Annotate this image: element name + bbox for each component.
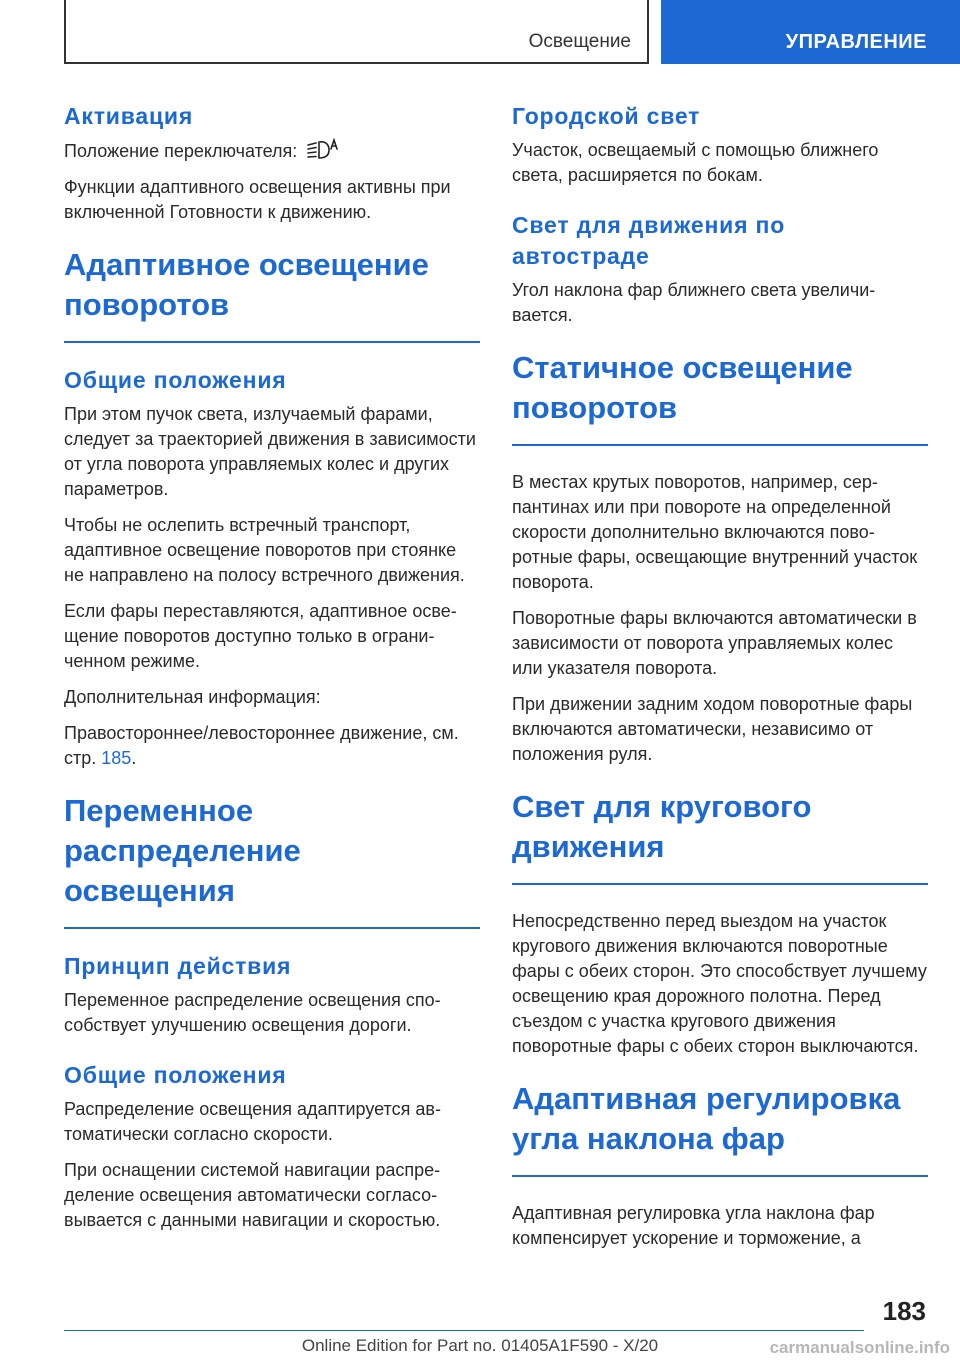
static-paragraph-1: В местах крутых поворотов, например, серпантинах или при повороте на определенной скорости дополнительно включаются поворотные фары, освещающие внутренний участок поворота. xyxy=(512,472,918,592)
static-paragraph-3: При движении задним ходом поворотные фары включаются автоматически, независимо от положения руля. xyxy=(512,694,913,764)
static-paragraph-2: Поворотные фары включаются автоматически в зависимости от поворота управляемых колес или указателя поворота. xyxy=(512,608,917,678)
more-info-text: Дополнительная информация: xyxy=(64,687,321,707)
roundabout-heading: Свет для кругового движения xyxy=(512,787,928,885)
edition-text: Online Edition for Part no. 01405A1F590 - X/20 xyxy=(301,1336,659,1355)
adaptive-heading: Адаптивное освещение поворотов xyxy=(64,245,480,343)
general2-paragraph-2: При оснащении системой навигации распределение освещения автоматически согласовывается с данными навигации и скоростью. xyxy=(64,1160,441,1230)
activation-text: Функции адаптивного освещения активны при включенной Готовности к движению. xyxy=(64,177,451,222)
page-link[interactable]: 185 xyxy=(101,748,132,768)
leveling-heading: Адаптивная регулировка угла наклона фар xyxy=(512,1079,928,1177)
chapter-tab[interactable] xyxy=(661,0,960,64)
watermark: carmanualsonline.info xyxy=(769,1338,950,1357)
city-heading: Городской свет xyxy=(512,103,701,129)
headlight-auto-icon xyxy=(307,138,341,160)
general2-paragraph-1: Распределение освещения адаптируется автоматически согласно скорости. xyxy=(64,1099,441,1144)
general-heading-1: Общие положения xyxy=(64,367,287,393)
traffic-text: Правостороннее/левостороннее движение, см. стр. xyxy=(64,723,459,768)
motorway-text: Угол наклона фар ближнего света увеличивается. xyxy=(512,280,876,325)
switch-position-text xyxy=(64,138,480,164)
header-box xyxy=(64,0,649,64)
general-heading-2: Общие положения xyxy=(64,1062,287,1088)
section-title: Освещение xyxy=(528,31,631,52)
general-paragraph-1: При этом пучок света, излучаемый фарами, следует за траекторией движения в зависимости от угла поворота управляемых колес и других параметров. xyxy=(64,404,476,499)
general-paragraph-2: Чтобы не ослепить встречный транспорт, адаптивное освещение поворотов при стоянке не направлено на полосу встречного движения. xyxy=(64,515,465,585)
right-column xyxy=(512,101,928,1262)
leveling-text: Адаптивная регулировка угла наклона фар компенсирует ускорение и торможение, а xyxy=(512,1203,875,1248)
motorway-heading: Свет для движения по автостраде xyxy=(512,212,786,269)
switch-position-label: Положение переключателя: xyxy=(64,141,298,161)
principle-text: Переменное распределение освещения способствует улучшению освещения дороги. xyxy=(64,990,441,1035)
roundabout-text: Непосредственно перед выездом на участок кругового движения включаются поворотные фары с обеих сторон. Это способствует лучшему освещению края дорожного полотна. Перед съездом с участка кругового движения поворотные фары с обеих сторон выключаются. xyxy=(512,911,927,1056)
principle-heading: Принцип действия xyxy=(64,953,292,979)
footer-divider xyxy=(64,1330,864,1331)
activation-heading: Активация xyxy=(64,103,194,129)
general-paragraph-3: Если фары переставляются, адаптивное освещение поворотов доступно только в ограниченном режиме. xyxy=(64,601,457,671)
page-number: 183 xyxy=(882,1296,926,1326)
static-heading: Статичное освещение поворотов xyxy=(512,348,928,446)
chapter-title: УПРАВЛЕНИЕ xyxy=(785,31,927,53)
variable-heading: Переменное распределение освещения xyxy=(64,791,480,929)
left-column xyxy=(64,101,480,1244)
city-text: Участок, освещаемый с помощью ближнего света, расширяется по бокам. xyxy=(512,140,879,185)
traffic-reference: Правостороннее/левостороннее движение, см. стр. 185. xyxy=(64,723,459,768)
